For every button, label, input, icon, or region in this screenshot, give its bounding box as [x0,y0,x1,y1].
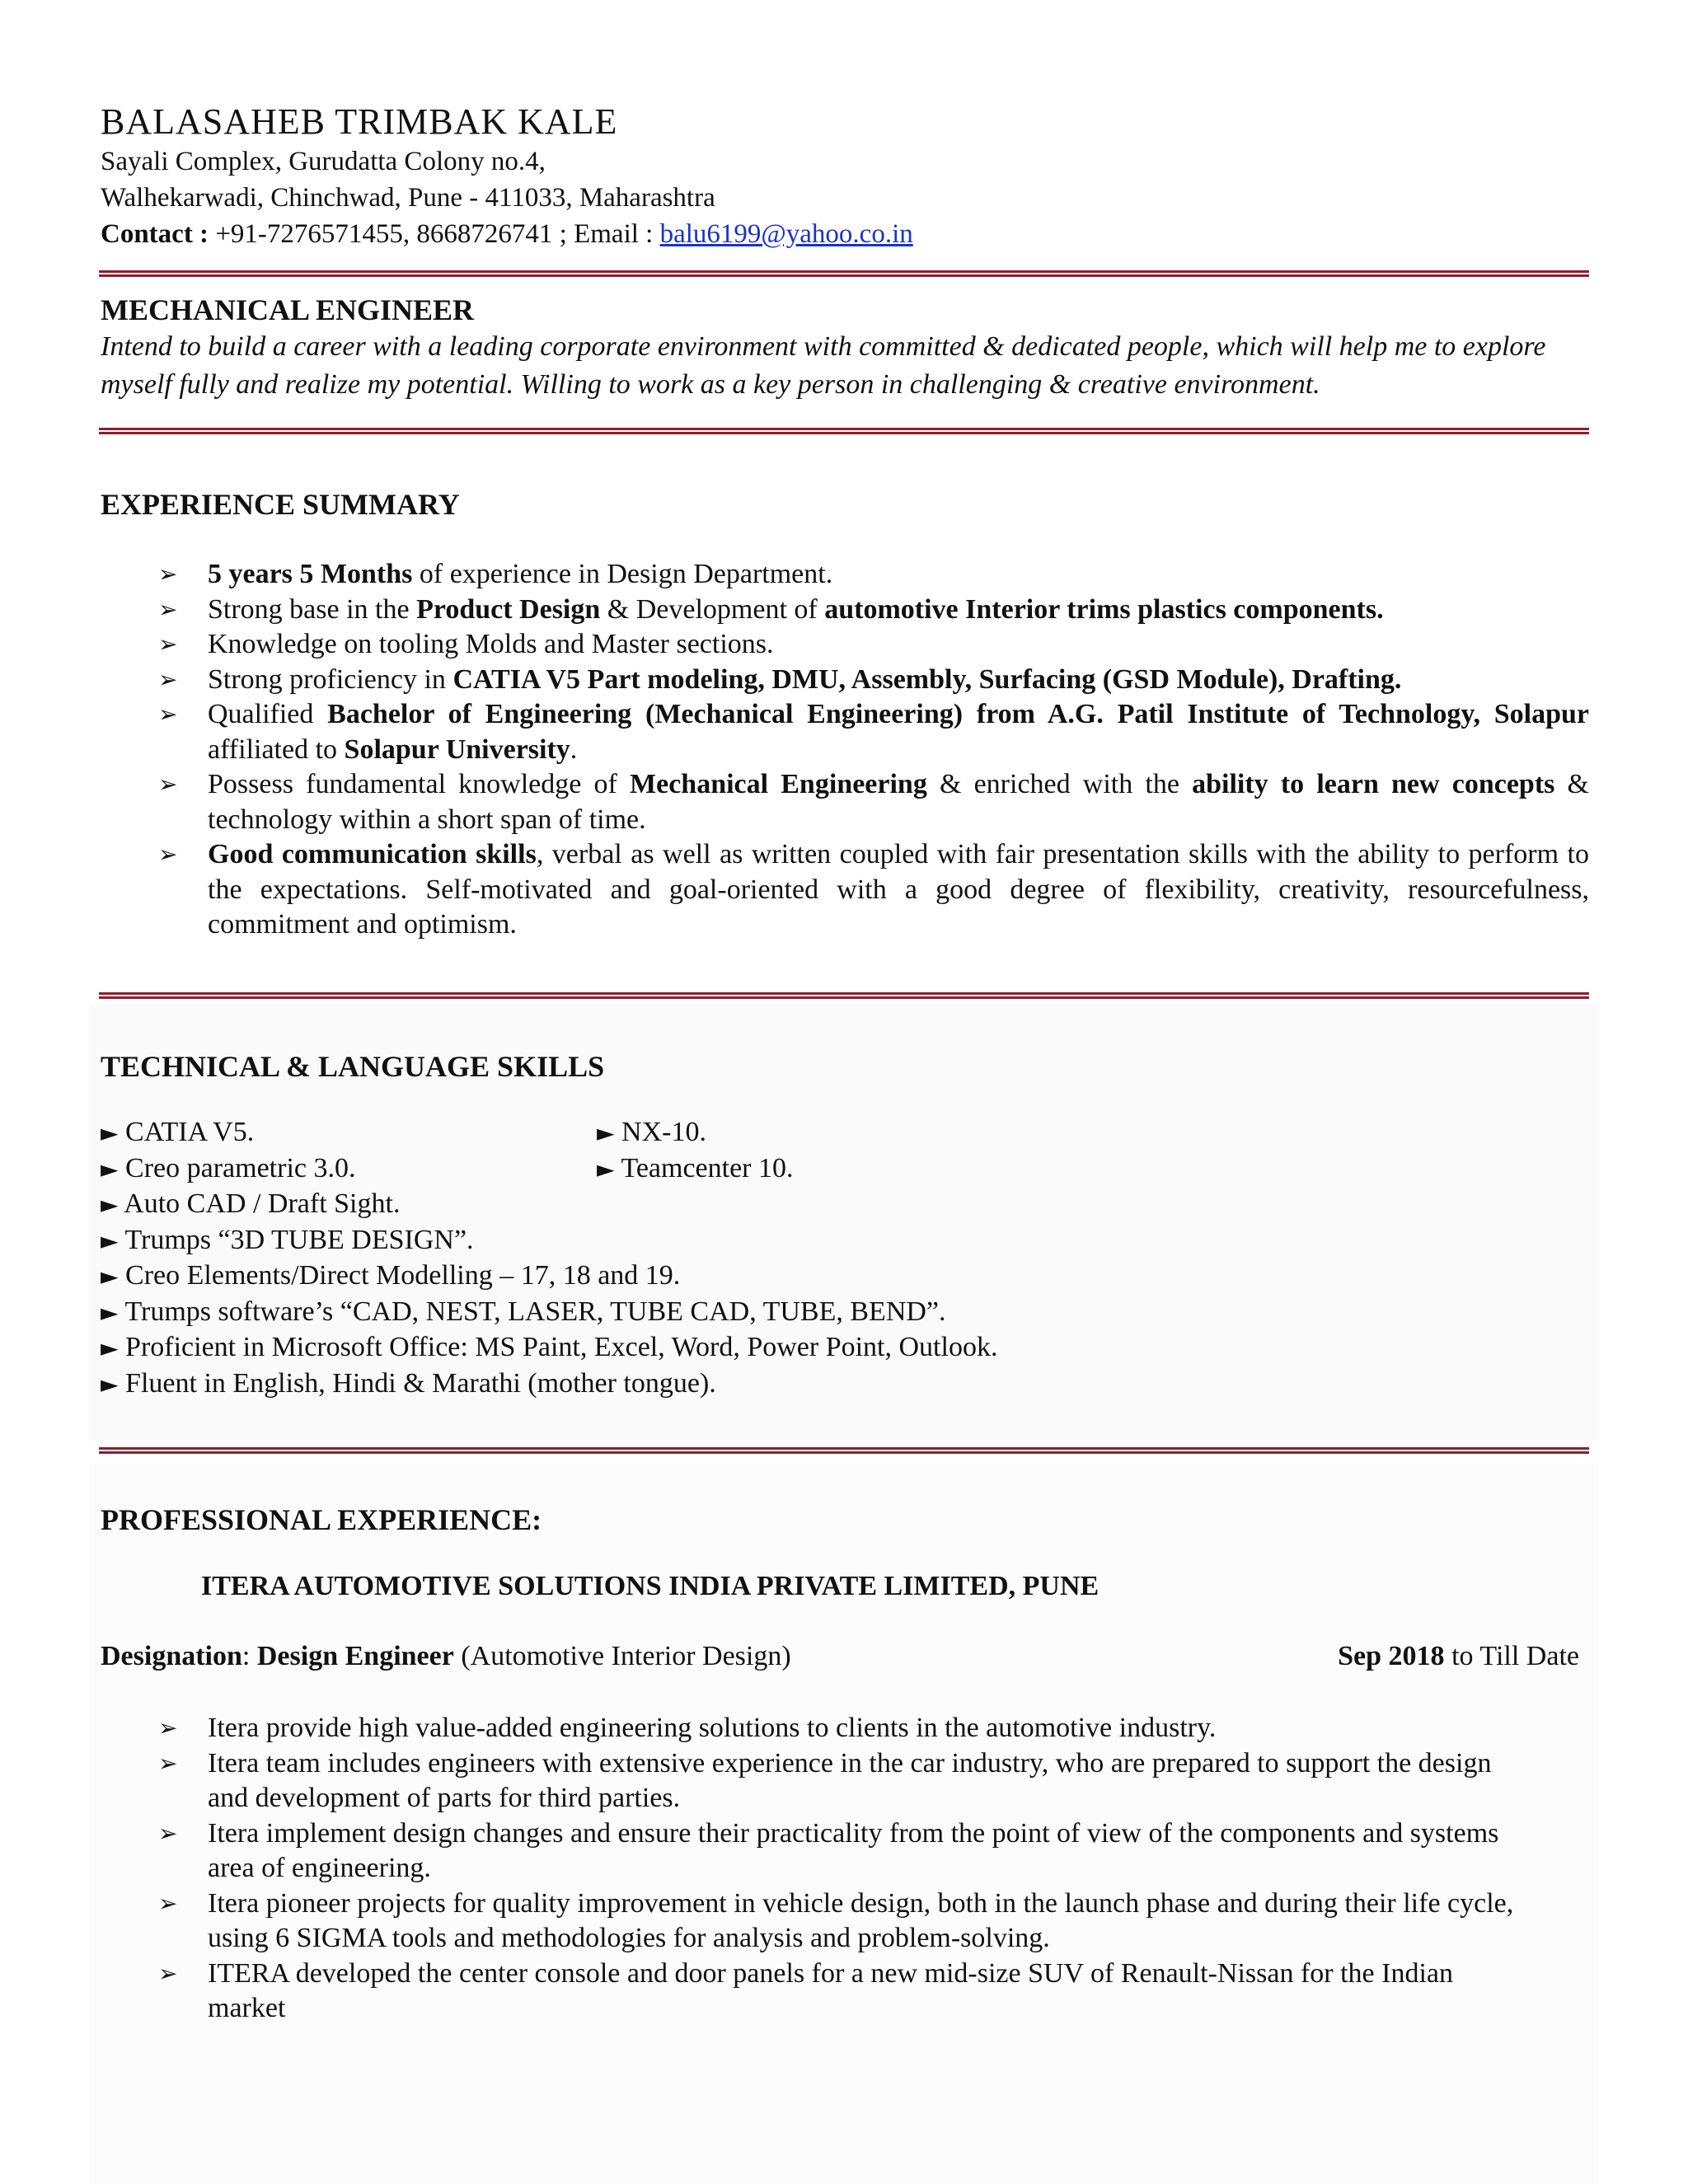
summary-item [101,663,1589,698]
skill-text: Teamcenter 10. [621,1152,794,1183]
triangle-bullet-icon: ► [597,1119,615,1146]
skill-text: Trumps “3D TUBE DESIGN”. [124,1224,474,1255]
triangle-bullet-icon: ► [101,1298,119,1326]
arrow-bullet-icon: ➢ [158,1714,178,1741]
divider [99,992,1589,999]
professional-title: PROFESSIONAL EXPERIENCE: [101,1503,542,1536]
arrow-bullet-icon: ➢ [158,1889,178,1917]
professional-text: Itera provide high value-added engineering solutions to clients in the automotive industry. [208,1713,1217,1743]
objective-section [101,292,1589,404]
skill-item [101,1366,1589,1403]
summary-item [101,627,1589,663]
candidate-name: BALASAHEB TRIMBAK KALE [101,101,618,142]
skill-text: Proficient in Microsoft Office: MS Paint, Excel, Word, Power Point, Outlook. [125,1332,998,1362]
professional-section [101,1502,1589,1538]
arrow-bullet-icon: ➢ [158,841,178,868]
arrow-bullet-icon: ➢ [158,560,178,588]
skills-list [101,1187,1589,1402]
skill-item [101,1187,1589,1223]
divider [99,1447,1589,1454]
objective-text: Intend to build a career with a leading corporate environment with committed & dedicated people, which will help me to explore myself fully and realize my potential. Willing to work as a key person in challenging & creative environment. [101,331,1546,400]
professional-text: Itera pioneer projects for quality improvement in vehicle design, both in the launch phase and during their life cycle, using 6 SIGMA tools and methodologies for analysis and problem-solving. [208,1887,1514,1953]
skill-item [101,1295,1589,1331]
summary-text: Strong proficiency in [208,663,453,695]
summary-text: & technology within a short span of time. [208,769,1589,835]
summary-text: Strong base in the [208,593,417,625]
professional-item [101,1746,1531,1816]
summary-item [101,697,1589,767]
summary-bold: ability to learn new concepts [1192,769,1555,799]
address-line-1: Sayali Complex, Gurudatta Colony no.4, [101,147,546,176]
triangle-bullet-icon: ► [101,1226,119,1254]
designation-label: Designation [101,1641,242,1671]
summary-bold: 5 years 5 Months [208,559,413,589]
skill-text: Auto CAD / Draft Sight. [124,1188,401,1219]
date-from: Sep 2018 [1338,1641,1445,1671]
triangle-bullet-icon: ► [101,1191,119,1218]
arrow-bullet-icon: ➢ [158,1959,178,1987]
skill-text: Fluent in English, Hindi & Marathi (mother tongue). [125,1367,716,1399]
triangle-bullet-icon: ► [597,1155,615,1183]
professional-text: Itera team includes engineers with extensive experience in the car industry, who are prepared to support the design and development of parts for third parties. [208,1747,1492,1813]
divider [99,270,1589,277]
summary-bold: Mechanical Engineering [630,769,927,799]
skill-text: CATIA V5. [125,1117,255,1147]
professional-item [101,1886,1531,1957]
triangle-bullet-icon: ► [101,1155,119,1183]
summary-text: Knowledge on tooling Molds and Master sections. [208,629,774,659]
summary-text: & enriched with the [926,769,1193,799]
triangle-bullet-icon: ► [101,1370,119,1398]
contact-label: Contact : [101,219,209,249]
summary-bold: Good communication skills [208,839,537,869]
summary-item [101,593,1589,628]
skill-text: NX-10. [621,1117,706,1147]
contact-header [101,101,913,252]
arrow-bullet-icon: ➢ [158,630,178,658]
summary-item [101,767,1589,837]
professional-text: Itera implement design changes and ensure their practicality from the point of view of the components and systems area of engineering. [208,1817,1499,1883]
company-name: ITERA AUTOMOTIVE SOLUTIONS INDIA PRIVATE LIMITED, PUNE [201,1571,1100,1601]
date-to: to Till Date [1451,1641,1579,1671]
skills-section [101,1048,1589,1085]
contact-line [101,216,913,252]
arrow-bullet-icon: ➢ [158,1749,178,1777]
summary-item [101,557,1589,593]
experience-summary-section [101,486,1589,523]
divider [99,428,1589,434]
summary-text: & Development of [600,593,825,625]
email-link[interactable]: balu6199@yahoo.co.in [659,219,913,249]
skill-text: Creo parametric 3.0. [125,1152,356,1183]
summary-text: , verbal as well as written coupled with fair presentation skills with the ability to perform to the expectations. Self-motivated and goal-oriented with a good degree of flexibility, creativity, resourcefulness, commitment and optimism. [208,839,1589,940]
triangle-bullet-icon: ► [101,1334,119,1361]
experience-summary-title: EXPERIENCE SUMMARY [101,488,460,521]
professional-text: ITERA developed the center console and door panels for a new mid-size SUV of Renault-Nissan for the Indian market [208,1957,1453,2023]
arrow-bullet-icon: ➢ [158,665,178,693]
phone-numbers: +91-7276571455, 8668726741 [215,219,553,249]
professional-item [101,1957,1531,2027]
summary-bold: CATIA V5 Part modeling, DMU, Assembly, Surfacing (GSD Module), Drafting. [452,663,1402,695]
summary-text: of experience in Design Department. [412,559,833,589]
skill-text: Trumps software’s “CAD, NEST, LASER, TUBE CAD, TUBE, BEND”. [124,1296,946,1327]
objective-title: MECHANICAL ENGINEER [101,293,475,326]
summary-bold: Solapur University [344,733,570,765]
skill-item [101,1330,1589,1366]
summary-bold: automotive Interior trims plastics components. [824,593,1384,625]
designation-title: Design Engineer [256,1641,454,1671]
summary-text: Qualified [208,699,328,729]
skill-item [597,1115,1589,1151]
summary-bold: Bachelor of Engineering (Mechanical Engineering) from A.G. Patil Institute of Technology, Solapur [327,699,1589,729]
designation-note: (Automotive Interior Design) [461,1641,791,1671]
triangle-bullet-icon: ► [101,1119,119,1146]
designation-line: Designation: Design Engineer (Automotive Interior Design) [101,1641,791,1671]
professional-list-wrap [101,1711,1531,2027]
skill-text: Creo Elements/Direct Modelling – 17, 18 and 19. [125,1260,681,1291]
experience-summary-list [101,557,1589,943]
summary-item [101,837,1589,943]
professional-item [101,1816,1531,1886]
triangle-bullet-icon: ► [101,1263,119,1290]
skill-item [101,1151,597,1188]
employment-dates [1338,1641,1579,1672]
skill-item [101,1258,1589,1295]
arrow-bullet-icon: ➢ [158,1819,178,1847]
email-label: ; Email : [559,219,654,249]
skills-grid [101,1115,1589,1187]
skills-title: TECHNICAL & LANGUAGE SKILLS [101,1050,605,1083]
summary-text: . [570,733,578,765]
skill-item [597,1151,1589,1188]
skills-list-wrap [101,1115,1589,1402]
skill-item [101,1115,597,1151]
summary-text: affiliated to [208,733,345,765]
summary-text: Possess fundamental knowledge of [208,769,631,799]
arrow-bullet-icon: ➢ [158,771,178,798]
experience-summary-list-wrap [101,557,1589,943]
professional-item [101,1711,1531,1746]
address-line-2: Walhekarwadi, Chinchwad, Pune - 411033, Maharashtra [101,183,715,213]
arrow-bullet-icon: ➢ [158,595,178,623]
summary-bold: Product Design [416,593,601,625]
arrow-bullet-icon: ➢ [158,701,178,728]
skill-item [101,1223,1589,1259]
professional-list [101,1711,1531,2027]
